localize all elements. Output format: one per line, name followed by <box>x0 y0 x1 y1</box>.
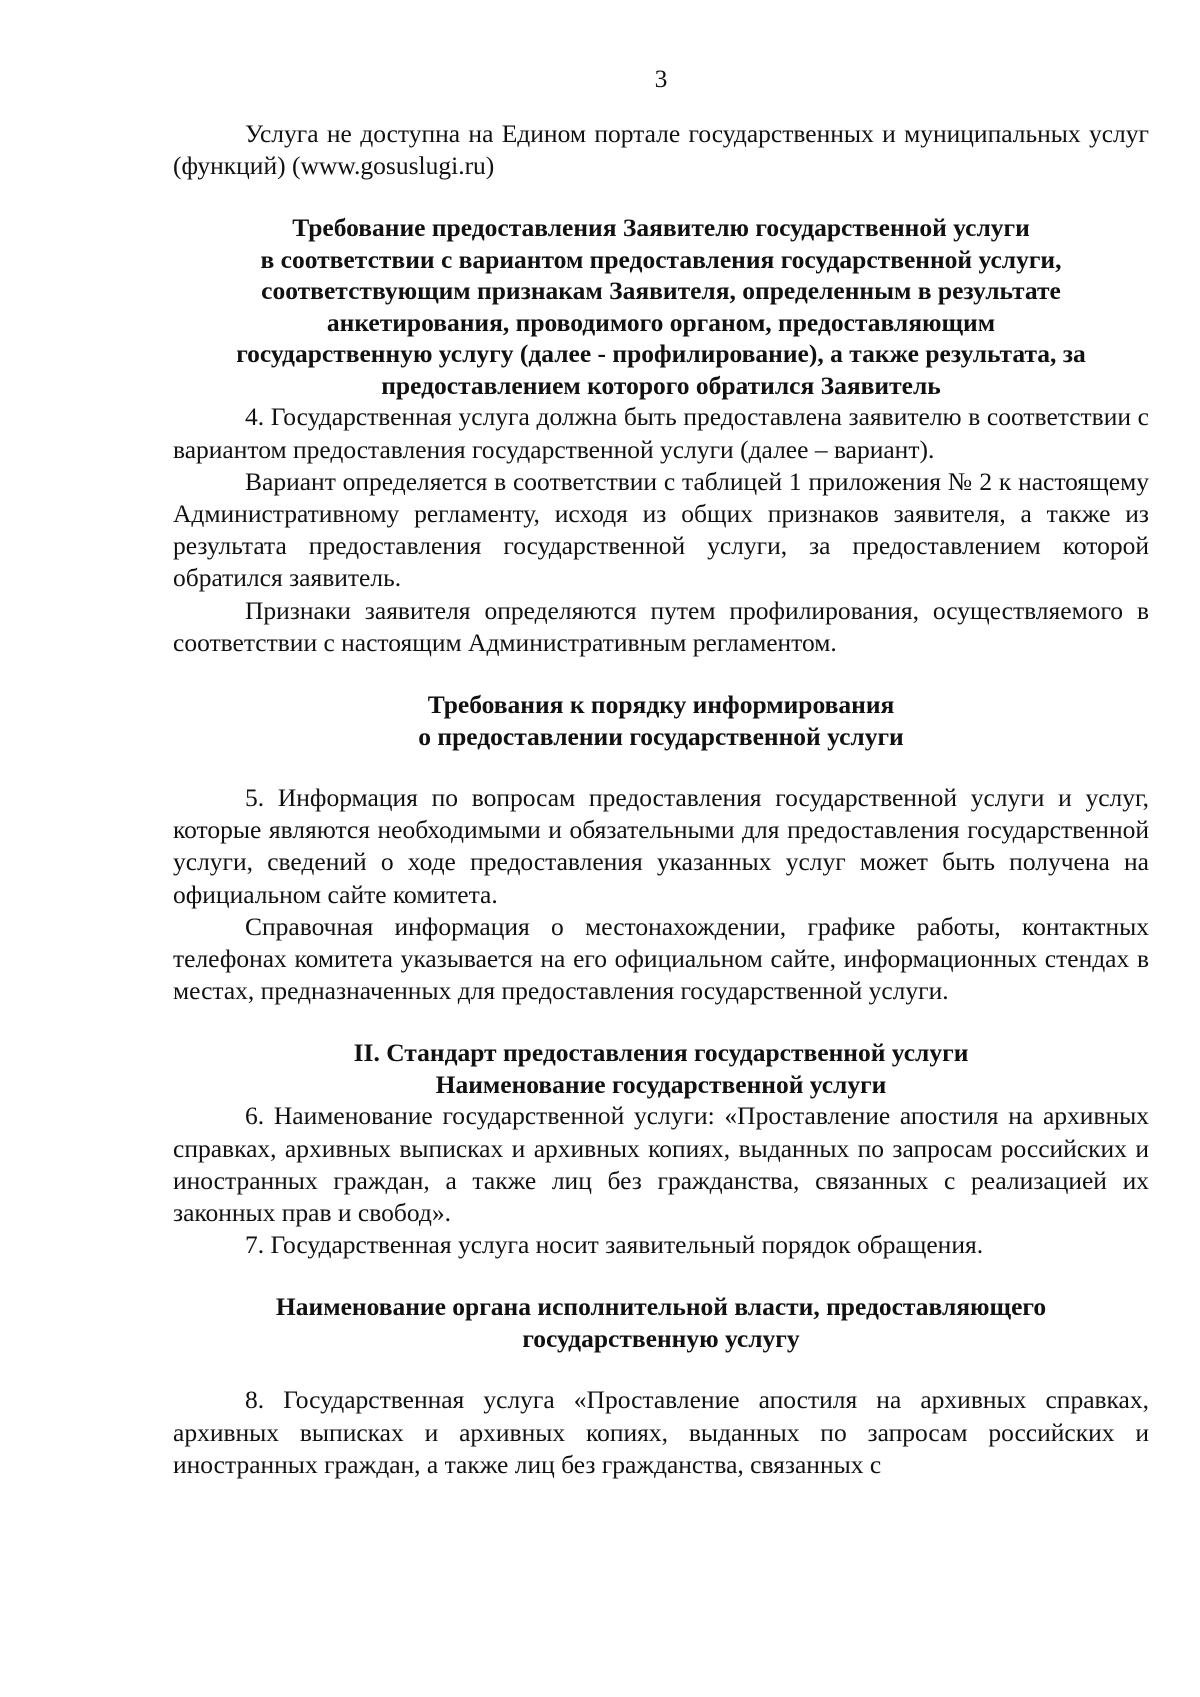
paragraph-variant-definition: Вариант определяется в соответствии с таблицей 1 приложения № 2 к настоящему Административному регламенту, исходя из общих признаков заявителя, а также из результата предоставления государственной услуги, за предоставлением которой обратился заявитель. <box>173 466 1149 593</box>
heading-informing-requirements <box>173 689 1149 752</box>
heading-line: II. Стандарт предоставления государственной услуги <box>353 1038 969 1068</box>
heading-executive-body <box>173 1291 1149 1354</box>
heading-line: Наименование органа исполнительной власти, предоставляющего <box>275 1292 1047 1322</box>
paragraph-portal-availability: Услуга не доступна на Едином портале государственных и муниципальных услуг (функций) (www.gosuslugi.ru) <box>173 119 1149 181</box>
paragraph-6: 6. Наименование государственной услуги: «Проставление апостиля на архивных справках, архивных выписках и архивных копиях, выданных по запросам российских и иностранных граждан, а также лиц без гражданства, связанных с реализацией их законных прав и свобод». <box>173 1101 1149 1228</box>
document-page <box>173 64 1149 1481</box>
heading-line: государственную услугу (далее - профилирование), а также результата, за <box>236 339 1086 369</box>
heading-line: Требования к порядку информирования <box>427 690 895 720</box>
heading-line: Требование предоставления Заявителю государственной услуги <box>292 213 1030 243</box>
heading-line: соответствующим признакам Заявителя, определенным в результате <box>261 276 1061 306</box>
paragraph-4: 4. Государственная услуга должна быть предоставлена заявителю в соответствии с вариантом предоставления государственной услуги (далее – вариант). <box>173 402 1149 464</box>
paragraph-applicant-attributes: Признаки заявителя определяются путем профилирования, осуществляемого в соответствии с настоящим Административным регламентом. <box>173 595 1149 657</box>
paragraph-8: 8. Государственная услуга «Проставление апостиля на архивных справках, архивных выписках и архивных копиях, выданных по запросам российских и иностранных граждан, а также лиц без гражданства, связанных с <box>173 1385 1149 1479</box>
paragraph-7: 7. Государственная услуга носит заявительный порядок обращения. <box>245 1230 984 1260</box>
heading-line: предоставлением которого обратился Заявитель <box>381 370 941 400</box>
heading-line: Наименование государственной услуги <box>435 1069 887 1099</box>
heading-line: в соответствии с вариантом предоставления государственной услуги, <box>260 244 1062 274</box>
heading-line: анкетирования, проводимого органом, предоставляющим <box>326 307 996 337</box>
heading-variant-requirement <box>173 212 1149 401</box>
heading-service-standard <box>173 1037 1149 1100</box>
heading-line: о предоставлении государственной услуги <box>418 721 904 751</box>
paragraph-5: 5. Информация по вопросам предоставления государственной услуги и услуг, которые являются необходимыми и обязательными для предоставления государственной услуги, сведений о ходе предоставления указанных услуг может быть получена на официальном сайте комитета. <box>173 783 1149 909</box>
heading-line: государственную услугу <box>522 1323 800 1353</box>
paragraph-reference-info: Справочная информация о местонахождении, графике работы, контактных телефонах комитета указывается на его официальном сайте, информационных стендах в местах, предназначенных для предоставления государственной услуги. <box>173 911 1149 1006</box>
page-number: 3 <box>654 64 668 93</box>
